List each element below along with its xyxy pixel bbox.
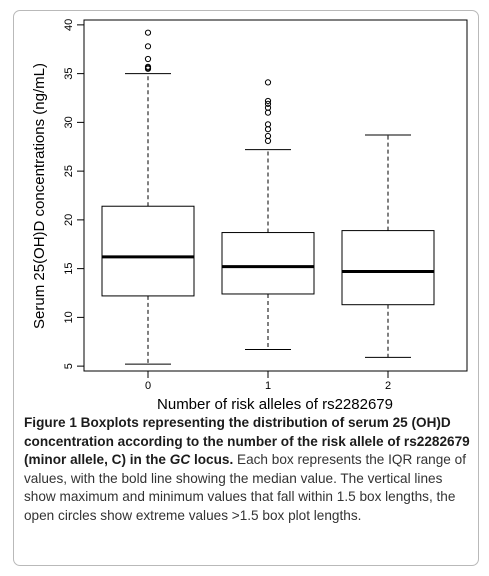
y-tick-label: 10 [63, 311, 75, 324]
outlier-point [145, 30, 150, 35]
iqr-box [342, 231, 434, 305]
x-axis-label: Number of risk alleles of rs2282679 [157, 396, 393, 413]
caption-body: Each box represents the IQR range of values, with the bold line showing the median value. The vertical lines show maximum and minimum values that fall within 1.5 box lengths, the open circles show extreme values >1.5 box plot lengths. [24, 452, 466, 523]
y-tick-label: 35 [63, 67, 75, 80]
y-tick-label: 25 [63, 165, 75, 178]
y-tick-label: 20 [63, 213, 75, 226]
plot-area [84, 20, 467, 371]
outlier-point [145, 44, 150, 49]
y-tick-label: 15 [63, 262, 75, 275]
caption-gene-name: GC [169, 452, 191, 467]
iqr-box [222, 233, 314, 294]
x-tick-label: 0 [144, 380, 152, 392]
figure-caption [24, 414, 470, 525]
y-tick-label: 40 [63, 18, 75, 31]
iqr-box [102, 206, 194, 296]
outlier-point [265, 80, 270, 85]
y-axis [63, 19, 84, 369]
x-axis [145, 371, 391, 392]
box-2 [342, 135, 434, 357]
caption-title-part2: locus. [190, 452, 234, 467]
box-0 [102, 30, 194, 364]
y-tick-label: 5 [63, 363, 75, 370]
x-tick-label: 1 [264, 380, 272, 392]
box-1 [222, 80, 314, 350]
y-axis-label: Serum 25(OH)D concentrations (ng/mL) [31, 63, 48, 329]
boxes-group [102, 30, 434, 364]
caption-title-part1: Figure 1 Boxplots representing the distribution of serum 25 (OH)D concentration according to the number of the risk allele of rs2282679 (minor allele, C) in the [24, 415, 470, 467]
y-tick-label: 30 [63, 116, 75, 129]
x-tick-label: 2 [384, 380, 392, 392]
outlier-point [145, 56, 150, 61]
